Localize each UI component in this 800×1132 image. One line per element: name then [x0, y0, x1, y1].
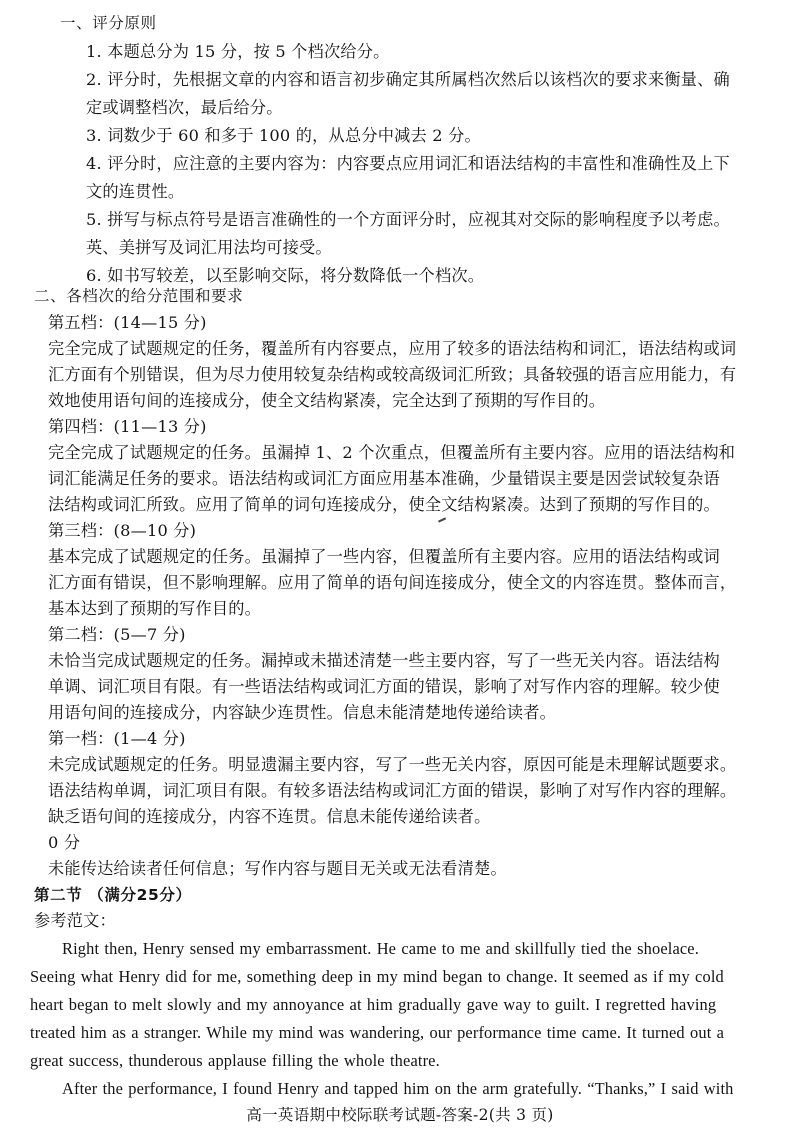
grade-2-line-1: 未恰当完成试题规定的任务。漏掉或未描述清楚一些主要内容，写了一些无关内容。语法结构	[48, 651, 720, 670]
essay-line-4: treated him as a stranger. While my mind was wandering, our performance time came. It turned out a	[30, 1023, 725, 1042]
essay-line-2: Seeing what Henry did for me, something deep in my mind began to change. It seemed as if my cold	[30, 967, 724, 986]
grade-2-line-2: 单调、词汇项目有限。有一些语法结构或词汇方面的错误，影响了对写作内容的理解。较少使	[48, 677, 720, 696]
grade-2-line-3: 用语句间的连接成分，内容缺少连贯性。信息未能清楚地传递给读者。	[48, 703, 557, 722]
grade-5-heading: 第五档：(14—15 分)	[48, 313, 207, 332]
grade-1-line-2: 语法结构单调，词汇项目有限。有较多语法结构或词汇方面的错误，影响了对写作内容的理解。	[48, 781, 737, 800]
grade-2-heading: 第二档：(5—7 分)	[48, 625, 186, 644]
rule-3: 3. 词数少于 60 和多于 100 的，从总分中减去 2 分。	[86, 126, 481, 145]
grade-4-line-1: 完全完成了试题规定的任务。虽漏掉 1、2 个次重点，但覆盖所有主要内容。应用的语法结构和	[48, 443, 736, 462]
section-heading-principles: 一、评分原则	[60, 14, 157, 32]
rule-5-line-2: 英、美拼写及词汇用法均可接受。	[86, 238, 332, 257]
rule-2-line-2: 定或调整档次，最后给分。	[86, 98, 283, 117]
grade-5-line-1: 完全完成了试题规定的任务，覆盖所有内容要点，应用了较多的语法结构和词汇，语法结构或词	[48, 339, 737, 358]
part-2-heading: 第二节 （满分25分）	[34, 886, 192, 904]
essay-line-1: Right then, Henry sensed my embarrassment. He came to me and skillfully tied the shoelace.	[62, 939, 699, 958]
grade-1-line-1: 未完成试题规定的任务。明显遗漏主要内容，写了一些无关内容，原因可能是未理解试题要求。	[48, 755, 737, 774]
grade-3-line-1: 基本完成了试题规定的任务。虽漏掉了一些内容，但覆盖所有主要内容。应用的语法结构或词	[48, 547, 720, 566]
grade-5-line-2: 汇方面有个别错误，但为尽力使用较复杂结构或较高级词汇所致；具备较强的语言应用能力，有	[48, 365, 737, 384]
grade-3-line-2: 汇方面有错误，但不影响理解。应用了简单的语句间连接成分，使全文的内容连贯。整体而言，	[48, 573, 737, 592]
sample-essay-label: 参考范文：	[34, 911, 116, 930]
grade-1-line-3: 缺乏语句间的连接成分，内容不连贯。信息未能传递给读者。	[48, 807, 491, 826]
essay-line-3: heart began to melt slowly and my annoyance at him gradually gave way to guilt. I regretted having	[30, 995, 717, 1014]
rule-1: 1. 本题总分为 15 分，按 5 个档次给分。	[86, 42, 390, 61]
rule-5-line-1: 5. 拼写与标点符号是语言准确性的一个方面评分时，应视其对交际的影响程度予以考虑。	[86, 210, 730, 229]
grade-1-heading: 第一档：(1—4 分)	[48, 729, 186, 748]
rule-6: 6. 如书写较差，以至影响交际，将分数降低一个档次。	[86, 266, 485, 285]
rule-2-line-1: 2. 评分时，先根据文章的内容和语言初步确定其所属档次然后以该档次的要求来衡量、确	[86, 70, 730, 89]
grade-0-heading: 0 分	[48, 833, 81, 852]
page-footer: 高一英语期中校际联考试题-答案-2(共 3 页)	[246, 1106, 554, 1124]
grade-4-line-2: 词汇能满足任务的要求。语法结构或词汇方面应用基本准确，少量错误主要是因尝试较复杂语	[48, 469, 720, 488]
grade-3-heading: 第三档：(8—10 分)	[48, 521, 197, 540]
grade-5-line-3: 效地使用语句间的连接成分，使全文结构紧凑，完全达到了预期的写作目的。	[48, 391, 606, 410]
rule-4-line-2: 文的连贯性。	[86, 182, 185, 201]
grade-3-line-3: 基本达到了预期的写作目的。	[48, 599, 262, 618]
essay-line-5: great success, thunderous applause filling the whole theatre.	[30, 1051, 440, 1070]
section-heading-grades: 二、各档次的给分范围和要求	[34, 287, 244, 305]
grade-4-heading: 第四档：(11—13 分)	[48, 417, 207, 436]
stray-pen-mark	[438, 517, 446, 522]
grade-4-line-3: 法结构或词汇所致。应用了简单的词句连接成分，使全文结构紧凑。达到了预期的写作目的。	[48, 495, 720, 514]
rule-4-line-1: 4. 评分时，应注意的主要内容为：内容要点应用词汇和语法结构的丰富性和准确性及上下	[86, 154, 730, 173]
grade-0-line-1: 未能传达给读者任何信息；写作内容与题目无关或无法看清楚。	[48, 859, 507, 878]
essay-line-6-hidden: After the performance, I found Henry and tapped him on the arm gratefully. “Thanks,” I said with	[62, 1079, 734, 1098]
